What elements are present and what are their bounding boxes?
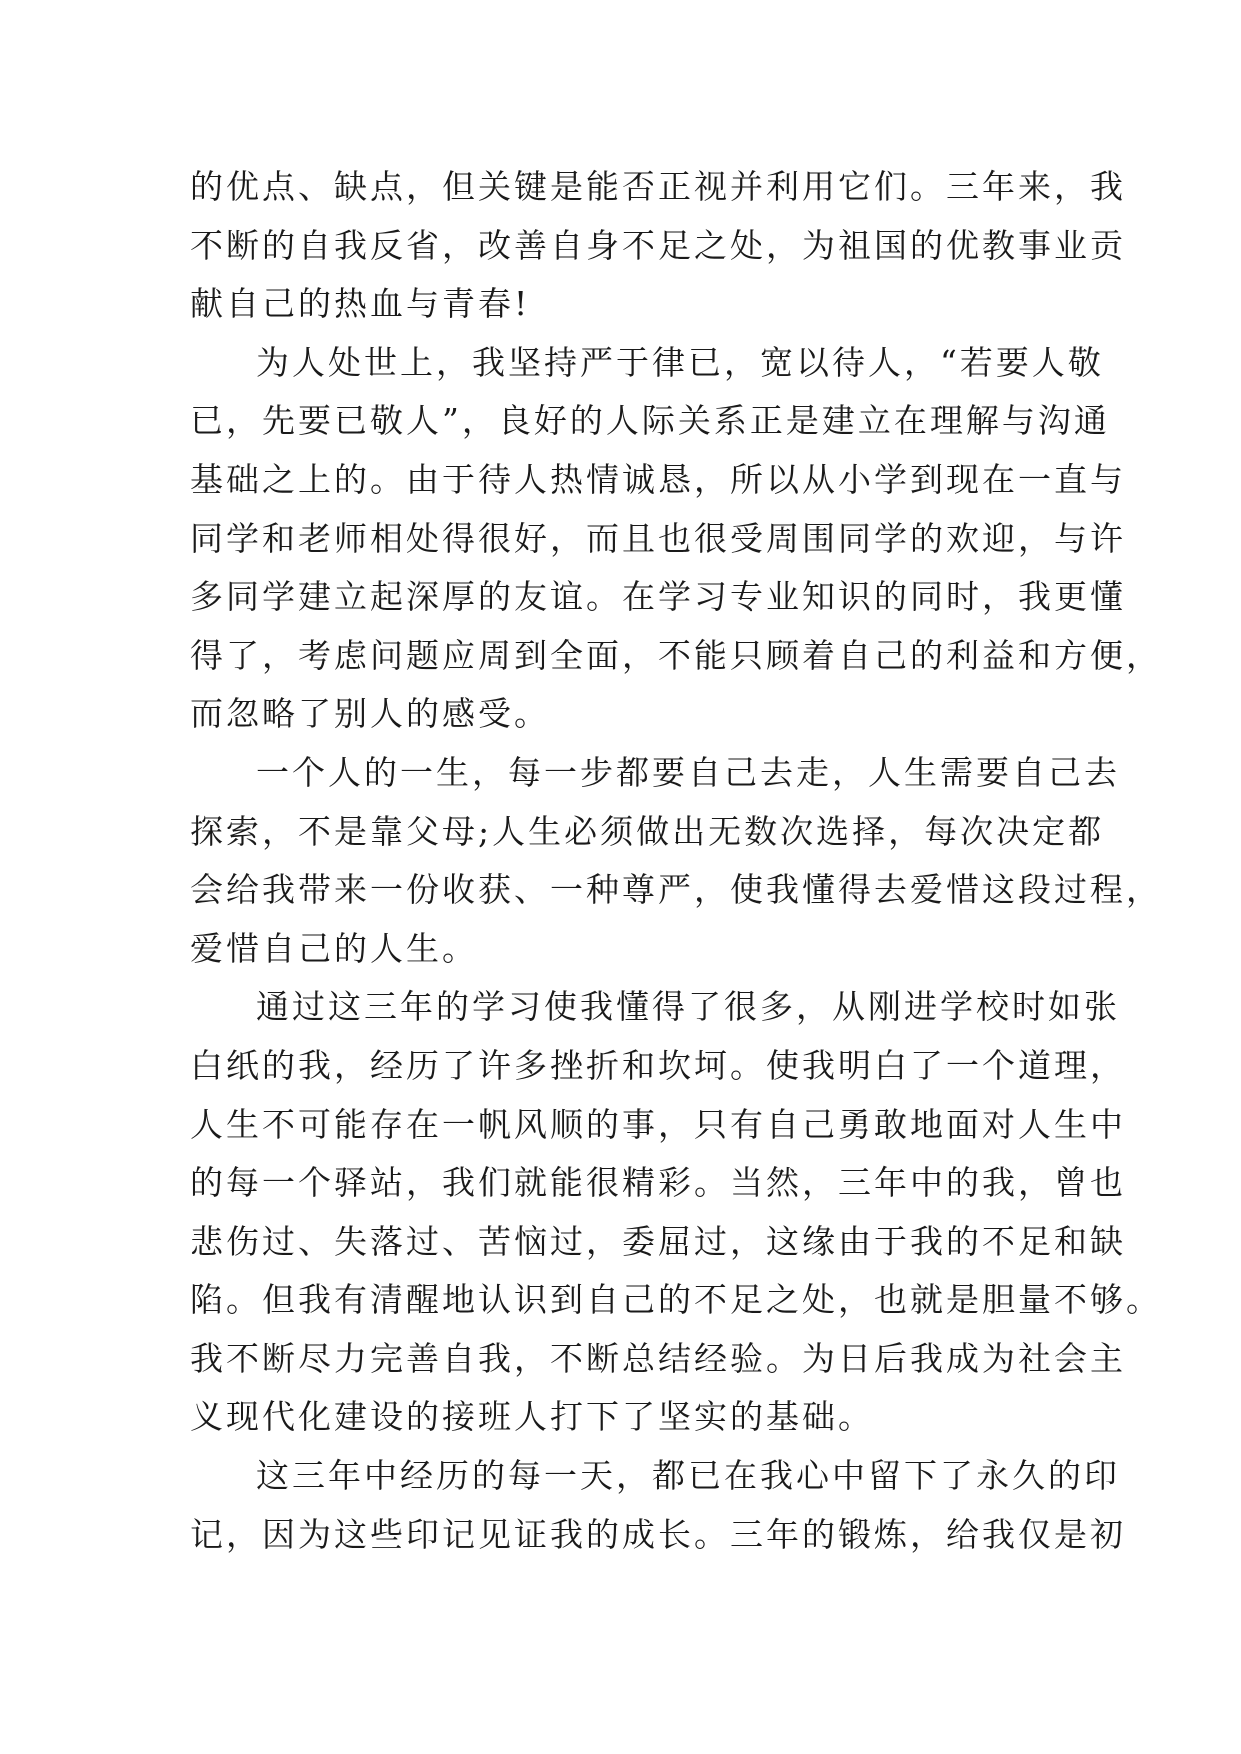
paragraph-first-line: 通过这三年的学习使我懂得了很多，从刚进学校时如张 — [256, 987, 1120, 1027]
text-line: 人生不可能存在一帆风顺的事，只有自己勇敢地面对人生中 — [190, 1104, 1126, 1144]
text-line: 记，因为这些印记见证我的成长。三年的锻炼，给我仅是初 — [190, 1514, 1126, 1554]
text-line: 不断的自我反省，改善自身不足之处，为祖国的优教事业贡 — [190, 225, 1126, 265]
text-line: 而忽略了别人的感受。 — [190, 694, 550, 734]
text-line: 基础之上的。由于待人热情诚恳，所以从小学到现在一直与 — [190, 459, 1126, 499]
text-line: 悲伤过、失落过、苦恼过，委屈过，这缘由于我的不足和缺 — [190, 1221, 1126, 1261]
text-line: 会给我带来一份收获、一种尊严，使我懂得去爱惜这段过程， — [190, 870, 1162, 910]
paragraph-first-line: 为人处世上，我坚持严于律已，宽以待人，“若要人敬 — [256, 342, 1104, 382]
text-line: 探索，不是靠父母;人生必须做出无数次选择，每次决定都 — [190, 811, 1105, 851]
text-line: 得了，考虑问题应周到全面，不能只顾着自己的利益和方便， — [190, 635, 1162, 675]
text-line: 多同学建立起深厚的友谊。在学习专业知识的同时，我更懂 — [190, 577, 1126, 617]
text-line: 陷。但我有清醒地认识到自己的不足之处，也就是胆量不够。 — [190, 1280, 1162, 1320]
text-line: 已，先要已敬人”，良好的人际关系正是建立在理解与沟通 — [190, 401, 1110, 441]
body-text — [190, 158, 1162, 1564]
paragraph-first-line: 一个人的一生，每一步都要自己去走，人生需要自己去 — [256, 752, 1120, 792]
text-line: 爱惜自己的人生。 — [190, 928, 478, 968]
text-line: 的每一个驿站，我们就能很精彩。当然，三年中的我，曾也 — [190, 1163, 1126, 1203]
text-line: 义现代化建设的接班人打下了坚实的基础。 — [190, 1397, 874, 1437]
text-line: 同学和老师相处得很好，而且也很受周围同学的欢迎，与许 — [190, 518, 1126, 558]
text-line: 的优点、缺点，但关键是能否正视并利用它们。三年来，我 — [190, 167, 1126, 206]
text-line: 白纸的我，经历了许多挫折和坎坷。使我明白了一个道理， — [190, 1045, 1126, 1085]
paragraph-first-line: 这三年中经历的每一天，都已在我心中留下了永久的印 — [256, 1456, 1120, 1496]
text-line: 我不断尽力完善自我，不断总结经验。为日后我成为社会主 — [190, 1338, 1126, 1378]
text-line: 献自己的热血与青春! — [190, 284, 531, 324]
